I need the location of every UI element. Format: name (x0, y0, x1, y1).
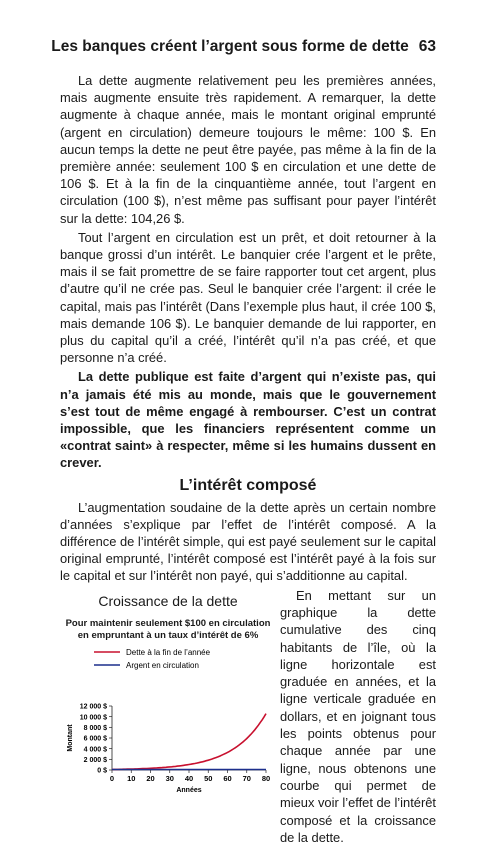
y-tick-label: 8 000 $ (83, 724, 107, 732)
x-tick-label: 10 (127, 773, 136, 783)
chapter-title: Les banques créent l’argent sous forme de dette (51, 38, 409, 55)
paragraph-3: La dette publique est faite d’argent qui n’existe pas, qui n’a jamais été mis au monde, mais que le gouvernement s’est tout de même engagé à rembourser. C’est un contrat impossible, que les financiers représentent comme un «contrat saint» à respecter, même si les humains dussent en crever. (60, 369, 436, 471)
legend-label: Dette à la fin de l’année (126, 647, 211, 657)
debt-series-line (112, 713, 266, 769)
y-tick-label: 2 000 $ (83, 756, 107, 764)
chart-subtitle: Pour maintenir seulement $100 en circulation en empruntant à un taux d’intérêt de 6% (65, 617, 271, 641)
y-tick-label: 10 000 $ (79, 714, 107, 722)
page-number: 63 (418, 38, 436, 55)
x-tick-label: 40 (184, 773, 194, 783)
running-header (51, 38, 436, 56)
y-tick-label: 4 000 $ (83, 746, 107, 754)
debt-growth-chart (60, 642, 276, 792)
x-tick-label: 20 (146, 773, 155, 783)
y-tick-label: 6 000 $ (83, 735, 107, 743)
x-tick-label: 80 (261, 773, 271, 783)
y-axis-label: Montant (67, 724, 74, 752)
paragraph-1: La dette augmente relativement peu les premières années, mais augmente ensuite très rapidement. A remarquer, la dette augmente à chaque année, mais le montant original emprunté (argent en circulation) demeure toujours le même: 100 $. En aucun temps la dette ne peut être payée, pas même à la fin de la première année: seulement 100 $ en circulation et une dette de 106 $. Et à la fin de la cinquantième année, tout l’argent en circulation (100 $), n’est même pas suffisant pour payer l’intérêt sur la dette: 104,26 $. (60, 73, 436, 226)
x-tick-label: 60 (223, 773, 232, 783)
page-body (60, 72, 436, 846)
x-tick-label: 50 (204, 773, 213, 783)
section-paragraph: L’augmentation soudaine de la dette après un certain nombre d’années s’explique par l’effet de l’intérêt composé. A la différence de l’intérêt simple, qui est payé seulement sur le capital original emprunté, l’intérêt composé est l’intérêt payé à la fois sur le capital et sur l’intérêt non payé, qui s’additionne au capital. (60, 499, 436, 584)
x-tick-label: 70 (242, 773, 251, 783)
section-title: L’intérêt composé (179, 476, 317, 494)
x-tick-label: 0 (109, 773, 115, 783)
figure-row (60, 587, 436, 846)
chart-figure (60, 587, 276, 846)
x-tick-label: 30 (165, 773, 174, 783)
legend-label: Argent en circulation (126, 660, 199, 670)
x-axis-label: Années (176, 786, 202, 792)
y-tick-label: 12 000 $ (79, 703, 107, 711)
paragraph-2: Tout l’argent en circulation est un prêt, et doit retourner à la banque grossi d’un intérêt. Le banquier crée l’argent et le prête, mais il se fait promettre de se faire rapporter tout cet argent, plus d’autre qu’il ne crée pas. Seul le banquier crée l’argent: il crée le capital, mais pas l’intérêt (Dans l’exemple plus haut, il crée 100 $, mais demande 106 $). Le banquier demande de lui rapporter, en plus du capital qu’il a créé, l’intérêt qu’il n’a pas créé, et que personne n’a créé. (60, 229, 436, 366)
chart-description: En mettant sur un graphique la dette cumulative des cinq habitants de l’île, où la ligne horizontale est graduée en années, et la ligne verticale graduée en dollars, et en joignant tous les points obtenus pour chaque année par une ligne, nous obtenons une courbe qui permet de mieux voir l’effet de l’intérêt composé et la croissance de la dette. (280, 587, 436, 845)
chart-title: Croissance de la dette (98, 592, 238, 609)
y-tick-label: 0 $ (97, 767, 107, 775)
